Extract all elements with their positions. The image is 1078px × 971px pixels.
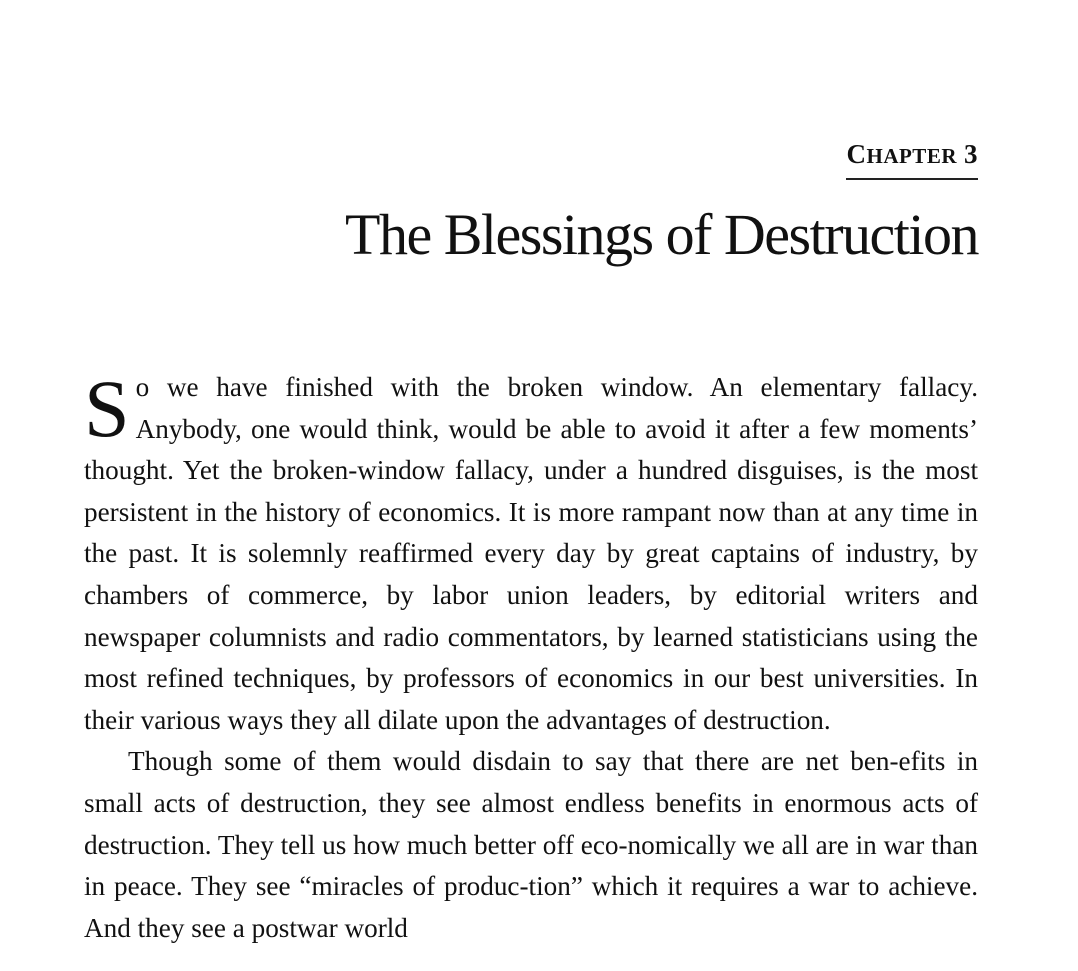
chapter-title: The Blessings of Destruction	[345, 202, 978, 267]
chapter-label-word: HAPTER	[866, 144, 957, 168]
chapter-label	[846, 138, 978, 180]
chapter-number: 3	[964, 139, 978, 169]
drop-cap: S	[84, 363, 130, 454]
paragraph-2-text: Though some of them would disdain to say that there are net ben-efits in small acts of destruction, they see almost endless benefits in enormous acts of destruction. They tell us how much better off eco-nomically we all are in war than in peace. They see “miracles of produc-tion” which it requires a war to achieve. And they see a postwar world	[84, 746, 978, 943]
chapter-label-initial: C	[846, 139, 867, 169]
paragraph-1-text: o we have finished with the broken window. An elementary fallacy. Anybody, one would think, would be able to avoid it after a few moments’ thought. Yet the broken-window fallacy, under a hundred disguises, is the most persistent in the history of economics. It is more rampant now than at any time in the past. It is solemnly reaffirmed every day by great captains of industry, by chambers of commerce, by labor union leaders, by editorial writers and newspaper columnists and radio commentators, by learned statisticians using the most refined techniques, by professors of economics in our best universities. In their various ways they all dilate upon the advantages of destruction.	[84, 372, 978, 735]
paragraph-2	[84, 741, 978, 949]
body-text	[84, 363, 978, 949]
paragraph-1	[84, 363, 978, 741]
